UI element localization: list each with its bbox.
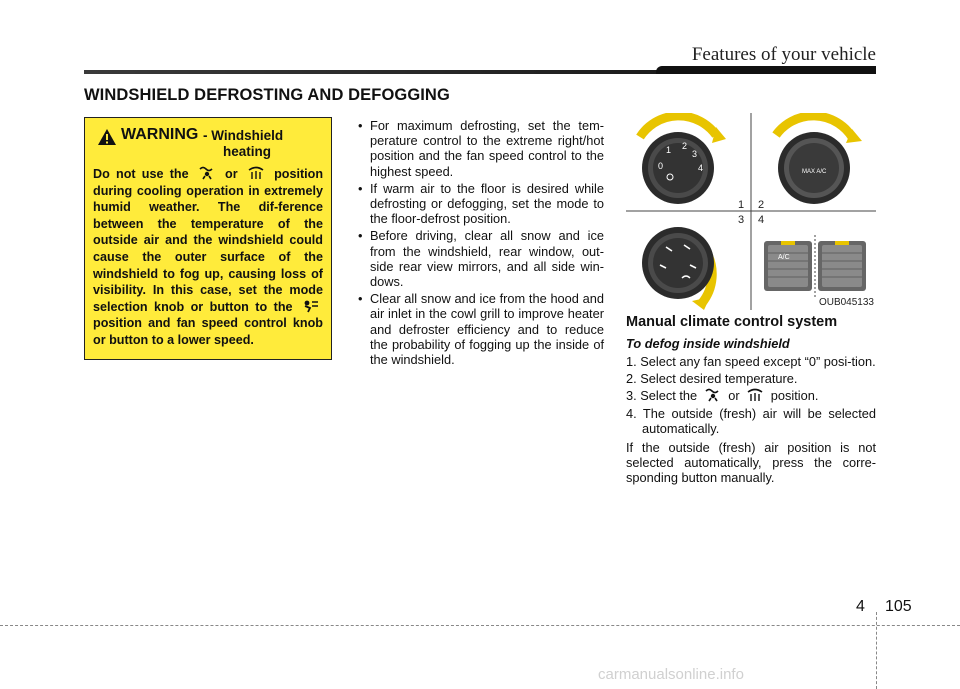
chapter-number: 4 — [856, 598, 865, 615]
tips-list — [358, 118, 604, 369]
warning-header — [93, 126, 323, 164]
warning-subtitle: - Windshield — [203, 128, 284, 143]
figure-code: OUB045133 — [818, 297, 874, 308]
step-item: 4. The outside (fresh) air will be selected automatically. — [626, 405, 876, 436]
defrost-icon — [247, 166, 265, 180]
list-item: • If warm air to the floor is desired while defrosting or defogging, set the mode to the floor-defrost position. — [358, 180, 604, 227]
warning-label: WARNING — [121, 126, 199, 143]
section-title: WINDSHIELD DEFROSTING AND DEFOGGING — [84, 86, 450, 104]
ac-button-label: A/C — [778, 254, 790, 261]
page-number: 105 — [885, 598, 912, 615]
defog-subtitle: To defog inside windshield — [626, 336, 790, 351]
chapter-title: Features of your vehicle — [691, 44, 876, 65]
figure-label-3: 3 — [738, 214, 745, 226]
svg-text:4: 4 — [698, 163, 704, 173]
svg-text:2: 2 — [682, 141, 688, 151]
list-item: • For maximum defrosting, set the tem-perature control to the extreme right/hot position and the fan speed control to the highest speed. — [358, 118, 604, 179]
step-item: 1. Select any fan speed except “0” posi-tion. — [626, 354, 876, 369]
warning-text: Do not use the or position during cooling operation in extremely humid weather. The dif-ference between the temperature of the outside air and the windshield could cause the outer surface of the windshield to fog up, causing loss of visibility. In this case, set the mode selection knob or button to the position and fan speed control knob or button to a lower speed. — [93, 167, 324, 347]
defrost-floor-icon — [704, 388, 722, 402]
manual-climate-section — [626, 314, 876, 486]
step-item: 3. Select the or position. — [626, 388, 819, 404]
ac-button — [764, 241, 812, 291]
temperature-knob — [776, 116, 862, 204]
warning-box — [84, 117, 332, 360]
defrost-floor-icon — [198, 166, 216, 180]
footer-divider — [876, 612, 877, 689]
manual-note: If the outside (fresh) air position is not selected automatically, press the corre-sponding button manually. — [626, 440, 876, 486]
manual-climate-title: Manual climate control system — [626, 314, 838, 330]
fan-speed-knob — [640, 116, 726, 204]
header-rule-accent — [656, 66, 876, 74]
footer-rule — [0, 625, 960, 626]
figure-label-1: 1 — [738, 199, 745, 211]
warning-triangle-icon — [97, 128, 117, 146]
svg-text:0: 0 — [658, 161, 664, 171]
list-item: • Before driving, clear all snow and ice from the windshield, rear window, out-side rear view mirrors, and all side win-dows. — [358, 228, 604, 290]
figure-label-4: 4 — [758, 214, 765, 226]
climate-knobs-illustration — [626, 113, 876, 310]
svg-text:3: 3 — [692, 149, 698, 159]
list-item: • Clear all snow and ice from the hood and air inlet in the cowl grill to improve heater and defroster efficiency and to reduce the probability of fogging up the inside of the windshield. — [358, 291, 604, 368]
recirculation-button — [818, 241, 866, 291]
defrost-icon — [746, 388, 764, 402]
watermark: carmanualsonline.info — [598, 666, 744, 683]
figure-label-2: 2 — [758, 199, 765, 211]
warning-subtitle-2: heating — [223, 144, 272, 159]
climate-control-figure — [626, 113, 876, 310]
face-vent-icon — [302, 299, 320, 313]
step-item: 2. Select desired temperature. — [626, 371, 798, 387]
svg-text:MAX A/C: MAX A/C — [802, 169, 827, 175]
mode-knob — [642, 227, 714, 310]
svg-text:1: 1 — [666, 145, 672, 155]
